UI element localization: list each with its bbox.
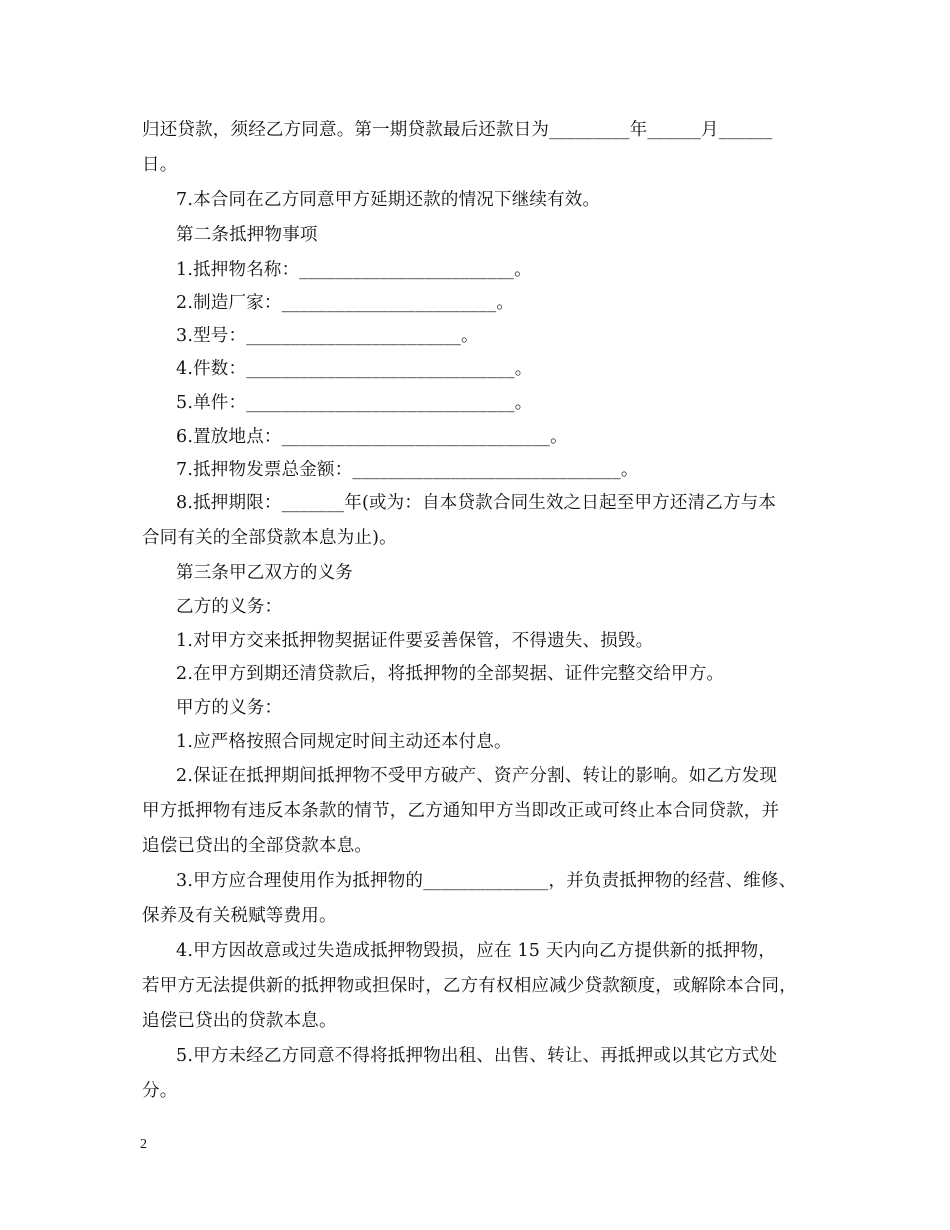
text-line: 5.单件：______________________________。 bbox=[176, 393, 533, 413]
text-line: 甲方抵押物有违反本条款的情节，乙方通知甲方当即改正或可终止本合同贷款，并 bbox=[142, 801, 780, 821]
text-line: 2.制造厂家：________________________。 bbox=[176, 293, 515, 313]
text-line: 1.对甲方交来抵押物契据证件要妥善保管，不得遗失、损毁。 bbox=[176, 631, 654, 651]
text-line: 若甲方无法提供新的抵押物或担保时，乙方有权相应减少贷款额度，或解除本合同， bbox=[142, 976, 797, 996]
text-line: 乙方的义务： bbox=[176, 597, 283, 617]
text-line: 日。 bbox=[142, 155, 178, 175]
text-line: 分。 bbox=[142, 1081, 178, 1101]
text-line: 1.抵押物名称：________________________。 bbox=[176, 260, 532, 280]
text-line: 5.甲方未经乙方同意不得将抵押物出租、出售、转让、再抵押或以其它方式处 bbox=[176, 1046, 778, 1066]
text-line: 追偿已贷出的贷款本息。 bbox=[142, 1011, 337, 1031]
text-line: 3.型号：________________________。 bbox=[176, 326, 479, 346]
section-heading: 第二条抵押物事项 bbox=[176, 225, 318, 245]
text-line: 合同有关的全部贷款本息为止)。 bbox=[142, 528, 397, 548]
text-line: 4.件数：______________________________。 bbox=[176, 359, 533, 379]
text-line: 6.置放地点：______________________________。 bbox=[176, 427, 568, 447]
text-line: 归还贷款，须经乙方同意。第一期贷款最后还款日为_________年______月______ bbox=[142, 120, 773, 140]
page-number: 2 bbox=[140, 1137, 147, 1152]
text-line: 保养及有关税赋等费用。 bbox=[142, 906, 337, 926]
text-line: 2.在甲方到期还清贷款后，将抵押物的全部契据、证件完整交给甲方。 bbox=[176, 664, 725, 684]
text-line: 2.保证在抵押期间抵押物不受甲方破产、资产分割、转让的影响。如乙方发现 bbox=[176, 766, 778, 786]
text-line: 1.应严格按照合同规定时间主动还本付息。 bbox=[176, 732, 512, 752]
text-line: 7.本合同在乙方同意甲方延期还款的情况下继续有效。 bbox=[176, 190, 601, 210]
text-line: 4.甲方因故意或过失造成抵押物毁损，应在 15 天内向乙方提供新的抵押物， bbox=[176, 941, 776, 961]
text-line: 8.抵押期限：_______年(或为：自本贷款合同生效之日起至甲方还清乙方与本 bbox=[176, 493, 777, 513]
section-heading: 第三条甲乙双方的义务 bbox=[176, 563, 353, 583]
text-line: 7.抵押物发票总金额：______________________________。 bbox=[176, 460, 639, 480]
text-line: 3.甲方应合理使用作为抵押物的______________，并负责抵押物的经营、维修、 bbox=[176, 871, 797, 891]
text-line: 追偿已贷出的全部贷款本息。 bbox=[142, 836, 373, 856]
text-line: 甲方的义务： bbox=[176, 698, 283, 718]
